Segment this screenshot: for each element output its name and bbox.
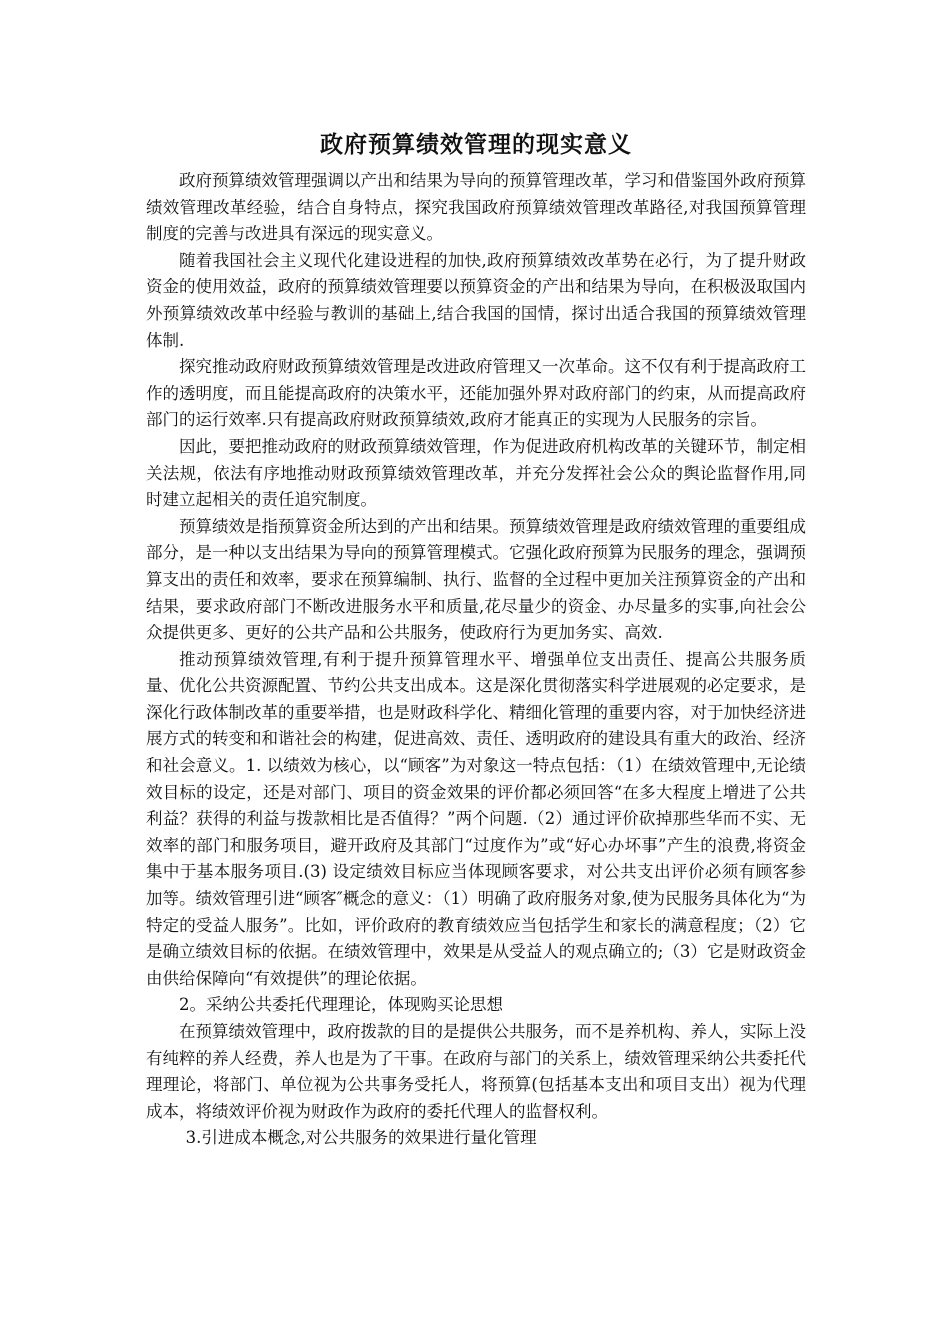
paragraph-background: 随着我国社会主义现代化建设进程的加快,政府预算绩效改革势在必行，为了提升财政资金的使用效益，政府的预算绩效管理要以预算资金的产出和结果为导向，在积极汲取国内外预算绩效改革中经验与教训的基础上,结合我国的国情，探讨出适合我国的预算绩效管理体制.: [146, 250, 806, 350]
document-page: [146, 128, 806, 1152]
paragraph-intro: 政府预算绩效管理强调以产出和结果为导向的预算管理改革，学习和借鉴国外政府预算绩效管理改革经验，结合自身特点，探究我国政府预算绩效管理改革路径,对我国预算管理制度的完善与改进具有深远的现实意义。: [146, 171, 806, 244]
paragraph-reform: 探究推动政府财政预算绩效管理是改进政府管理又一次革命。这不仅有利于提高政府工作的透明度，而且能提高政府的决策水平，还能加强外界对政府部门的约束，从而提高政府部门的运行效率.只有提高政府财政预算绩效,政府才能真正的实现为人民服务的宗旨。: [146, 357, 806, 430]
document-title: 政府预算绩效管理的现实意义: [320, 131, 632, 158]
paragraph-definition: 预算绩效是指预算资金所达到的产出和结果。预算绩效管理是政府绩效管理的重要组成部分，是一种以支出结果为导向的预算管理模式。它强化政府预算为民服务的理念，强调预算支出的责任和效率，要求在预算编制、执行、监督的全过程中更加关注预算资金的产出和结果，要求政府部门不断改进服务水平和质量,花尽量少的资金、办尽量多的实事,向社会公众提供更多、更好的公共产品和公共服务，使政府行为更加务实、高效.: [146, 516, 806, 643]
paragraph-significance: 推动预算绩效管理,有利于提升预算管理水平、增强单位支出责任、提高公共服务质量、优化公共资源配置、节约公共支出成本。这是深化贯彻落实科学进展观的必定要求，是深化行政体制改革的重要举措，也是财政科学化、精细化管理的重要内容，对于加快经济进展方式的转变和和谐社会的构建，促进高效、责任、透明政府的建设具有重大的政治、经济和社会意义。1. 以绩效为核心，以“顾客”为对象这一特点包括：（1）在绩效管理中,无论绩效目标的设定，还是对部门、项目的资金效果的评价都必须回答“在多大程度上增进了公共利益？获得的利益与拨款相比是否值得？”两个问题.（2）通过评价砍掉那些华而不实、无效率的部门和服务项目，避开政府及其部门“过度作为”或“好心办坏事”产生的浪费,将资金集中于基本服务项目.(3) 设定绩效目标应当体现顾客要求，对公共支出评价必须有顾客参加等。绩效管理引进“顾客″概念的意义：（1）明确了政府服务对象,使为民服务具体化为“为特定的受益人服务”。比如，评价政府的教育绩效应当包括学生和家长的满意程度；（2）它是确立绩效目标的依据。在绩效管理中，效果是从受益人的观点确立的;（3）它是财政资金由供给保障向“有效提供”的理论依据。: [146, 649, 806, 988]
paragraph-therefore: 因此，要把推动政府的财政预算绩效管理，作为促进政府机构改革的关键环节，制定相关法规，依法有序地推动财政预算绩效管理改革，并充分发挥社会公众的舆论监督作用,同时建立起相关的责任追究制度。: [146, 436, 806, 510]
section-heading-2: 2。采纳公共委托代理理论，体现购买论思想: [179, 995, 503, 1015]
section-heading-3: 3.引进成本概念,对公共服务的效果进行量化管理: [185, 1128, 537, 1148]
paragraph-agency-theory: 在预算绩效管理中，政府拨款的目的是提供公共服务，而不是养机构、养人，实际上没有纯粹的养人经费，养人也是为了干事。在政府与部门的关系上，绩效管理采纳公共委托代理理论，将部门、单位视为公共事务受托人，将预算(包括基本支出和项目支出）视为代理成本，将绩效评价视为财政作为政府的委托代理人的监督权利。: [146, 1022, 806, 1121]
